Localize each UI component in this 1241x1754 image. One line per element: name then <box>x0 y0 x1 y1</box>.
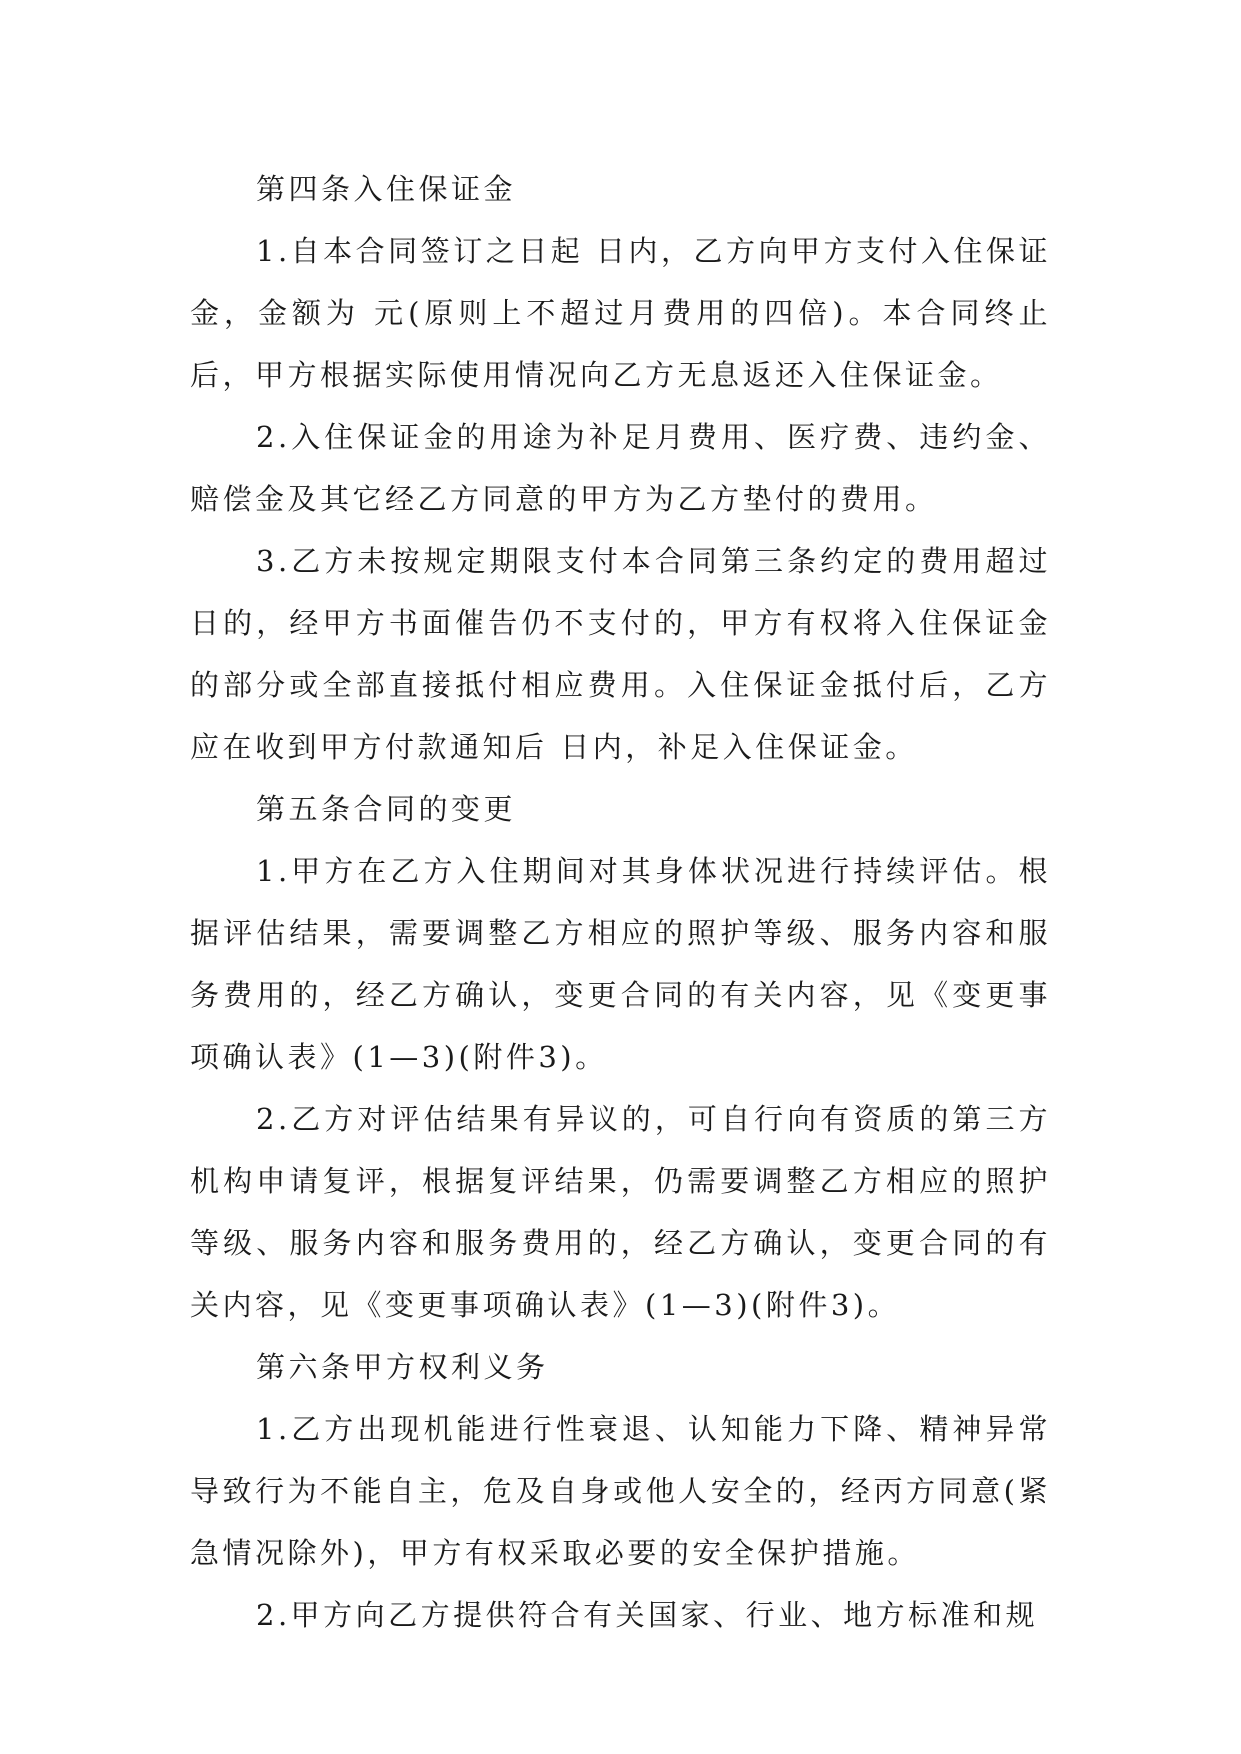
article-5-clause-2: 2.乙方对评估结果有异议的，可自行向有资质的第三方机构申请复评，根据复评结果，仍需要调整乙方相应的照护等级、服务内容和服务费用的，经乙方确认，变更合同的有关内容，见《变更事项确认表》(1—3)(附件3)。 <box>190 1102 1051 1322</box>
article-6-clause-2: 2.甲方向乙方提供符合有关国家、行业、地方标准和规 <box>256 1598 1039 1632</box>
article-4-clause-1: 1.自本合同签订之日起 日内，乙方向甲方支付入住保证金，金额为 元(原则上不超过月费用的四倍)。本合同终止后，甲方根据实际使用情况向乙方无息返还入住保证金。 <box>190 234 1051 392</box>
article-5-heading: 第五条合同的变更 <box>256 792 517 826</box>
article-6-clause-1: 1.乙方出现机能进行性衰退、认知能力下降、精神异常导致行为不能自主，危及自身或他人安全的，经丙方同意(紧急情况除外)，甲方有权采取必要的安全保护措施。 <box>190 1412 1051 1570</box>
article-4-heading: 第四条入住保证金 <box>256 172 517 206</box>
document-body <box>190 158 1051 1646</box>
article-5-clause-1: 1.甲方在乙方入住期间对其身体状况进行持续评估。根据评估结果，需要调整乙方相应的照护等级、服务内容和服务费用的，经乙方确认，变更合同的有关内容，见《变更事项确认表》(1—3)(附件3)。 <box>190 854 1051 1074</box>
article-6-heading: 第六条甲方权利义务 <box>256 1350 549 1384</box>
article-4-clause-2: 2.入住保证金的用途为补足月费用、医疗费、违约金、赔偿金及其它经乙方同意的甲方为乙方垫付的费用。 <box>190 420 1051 516</box>
article-4-clause-3: 3.乙方未按规定期限支付本合同第三条约定的费用超过 日的，经甲方书面催告仍不支付的，甲方有权将入住保证金的部分或全部直接抵付相应费用。入住保证金抵付后，乙方应在收到甲方付款通知后 日内，补足入住保证金。 <box>190 544 1051 764</box>
